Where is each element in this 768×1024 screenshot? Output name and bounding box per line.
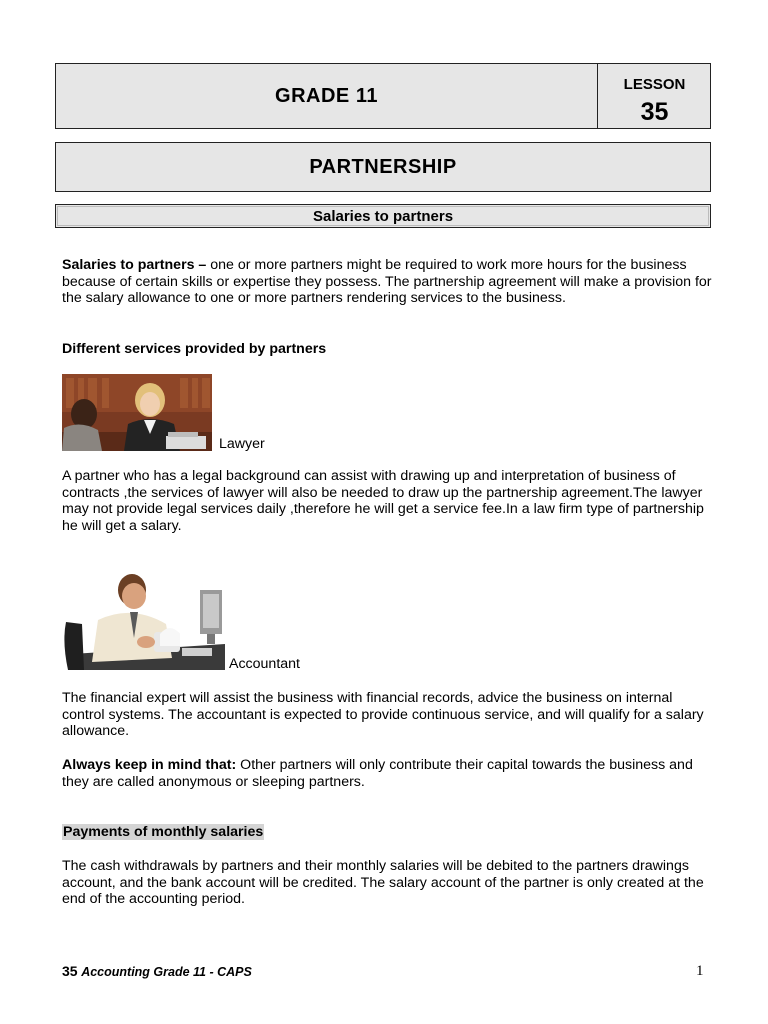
payments-paragraph: The cash withdrawals by partners and their monthly salaries will be debited to the partners drawings account, and the bank account will be credited. The salary account of the partner is only created at the end of the accounting period.	[62, 858, 704, 908]
page-title: PARTNERSHIP	[55, 142, 711, 192]
services-heading: Different services provided by partners	[62, 341, 327, 357]
footer-subject	[62, 963, 252, 979]
keep-in-mind-label: Always keep in mind that:	[62, 757, 237, 773]
intro-term: Salaries to partners –	[62, 257, 207, 273]
lesson-label: LESSON	[623, 76, 686, 93]
accountant-caption: Accountant	[229, 656, 300, 672]
payments-heading-row	[62, 824, 712, 841]
keep-in-mind-text: Other partners will only contribute their capital towards the business and they are called anonymous or sleeping partners.	[62, 757, 693, 790]
lesson-number: 35	[640, 98, 669, 126]
payments-heading: Payments of monthly salaries	[63, 824, 264, 840]
footer-lesson-number: 35	[62, 963, 78, 979]
accountant-paragraph: The financial expert will assist the business with financial records, advice the business on internal control systems. The accountant is expected to provide continuous service, and will qualify for a salary allowance.	[62, 690, 704, 740]
intro-paragraph	[62, 257, 712, 307]
grade-title: GRADE 11	[275, 84, 378, 107]
lawyer-photo	[62, 374, 212, 451]
footer-subject-text: Accounting Grade 11 - CAPS	[81, 965, 252, 979]
lawyer-paragraph: A partner who has a legal background can assist with drawing up and interpretation of business of contracts ,the services of lawyer will also be needed to draw up the partnership agreement.The lawyer may not provide legal services daily ,therefore he will get a service fee.In a law firm type of partnership he will get a salary.	[62, 468, 704, 534]
intro-text: one or more partners might be required to work more hours for the business because of certain skills or expertise they possess. The partnership agreement will make a provision for the salary allowance to one or more partners rendering services to the business.	[62, 257, 712, 307]
lawyer-caption: Lawyer	[219, 436, 265, 452]
keep-in-mind-paragraph	[62, 757, 712, 790]
section-subtitle: Salaries to partners	[55, 204, 711, 228]
lesson-header	[55, 63, 711, 129]
accountant-photo	[62, 572, 225, 670]
footer-page-number: 1	[696, 963, 704, 979]
lesson-cell	[597, 64, 711, 128]
